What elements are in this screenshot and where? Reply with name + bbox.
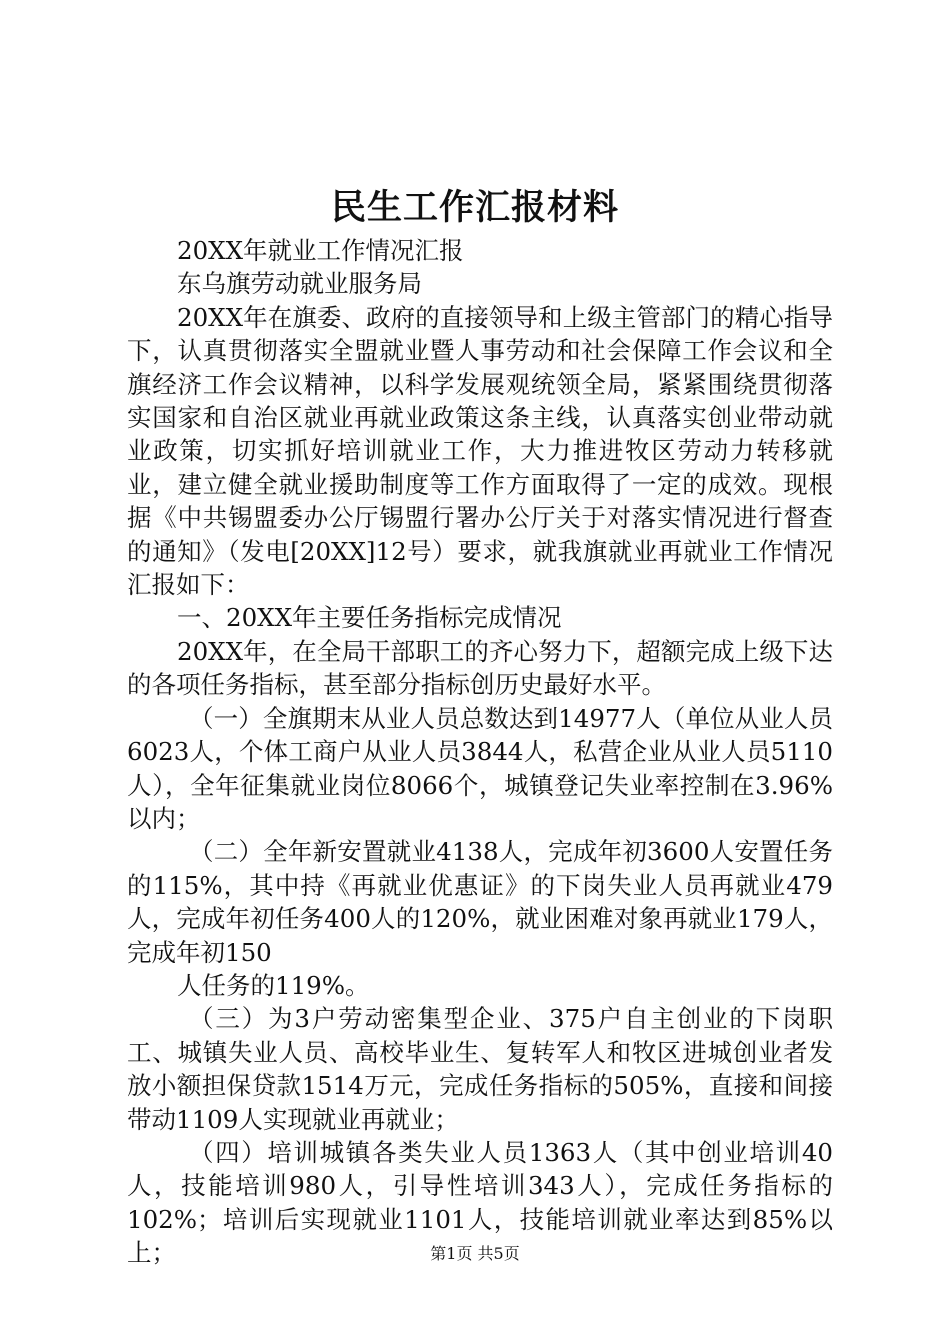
paragraph-summary: 20XX年，在全局干部职工的齐心努力下，超额完成上级下达的各项任务指标，甚至部分指标创历史最好水平。 [127,636,833,700]
paragraph-item-3: （三）为3户劳动密集型企业、375户自主创业的下岗职工、城镇失业人员、高校毕业生、复转军人和牧区进城创业者发放小额担保贷款1514万元，完成任务指标的505%，直接和间接带动1109人实现就业再就业； [127,1004,833,1134]
paragraph-item-1: （一）全旗期末从业人员总数达到14977人（单位从业人员6023人，个体工商户从业人员3844人，私营企业从业人员5110人），全年征集就业岗位8066个，城镇登记失业率控制在3.96%以内； [127,703,833,833]
page-footer: 第1页 共5页 [430,1244,520,1263]
section-heading: 一、20XX年主要任务指标完成情况 [177,603,562,633]
paragraph-item-4: （四）培训城镇各类失业人员1363人（其中创业培训40人，技能培训980人，引导性培训343人），完成任务指标的102%；培训后实现就业1101人，技能培训就业率达到85%以上； [127,1137,833,1268]
paragraph-item-2: （二）全年新安置就业4138人，完成年初3600人安置任务的115%，其中持《再就业优惠证》的下岗失业人员再就业479人，完成年初任务400人的120%，就业困难对象再就业179人，完成年初150 [127,837,833,967]
page-title: 民生工作汇报材料 [330,187,619,228]
paragraph-report-heading: 20XX年就业工作情况汇报 [177,236,464,265]
paragraph-item-2-continued: 人任务的119%。 [177,970,370,1000]
paragraph-intro: 20XX年在旗委、政府的直接领导和上级主管部门的精心指导下，认真贯彻落实全盟就业暨人事劳动和社会保障工作会议和全旗经济工作会议精神，以科学发展观统领全局，紧紧围绕贯彻落实国家和自治区就业再就业政策这条主线，认真落实创业带动就业政策，切实抓好培训就业工作，大力推进牧区劳动力转移就业，建立健全就业援助制度等工作方面取得了一定的成效。现根据《中共锡盟委办公厅锡盟行署办公厅关于对落实情况进行督查的通知》（发电[20XX]12号）要求，就我旗就业再就业工作情况汇报如下： [127,302,833,600]
document-body [127,234,833,1270]
paragraph-organization: 东乌旗劳动就业服务局 [177,269,422,299]
